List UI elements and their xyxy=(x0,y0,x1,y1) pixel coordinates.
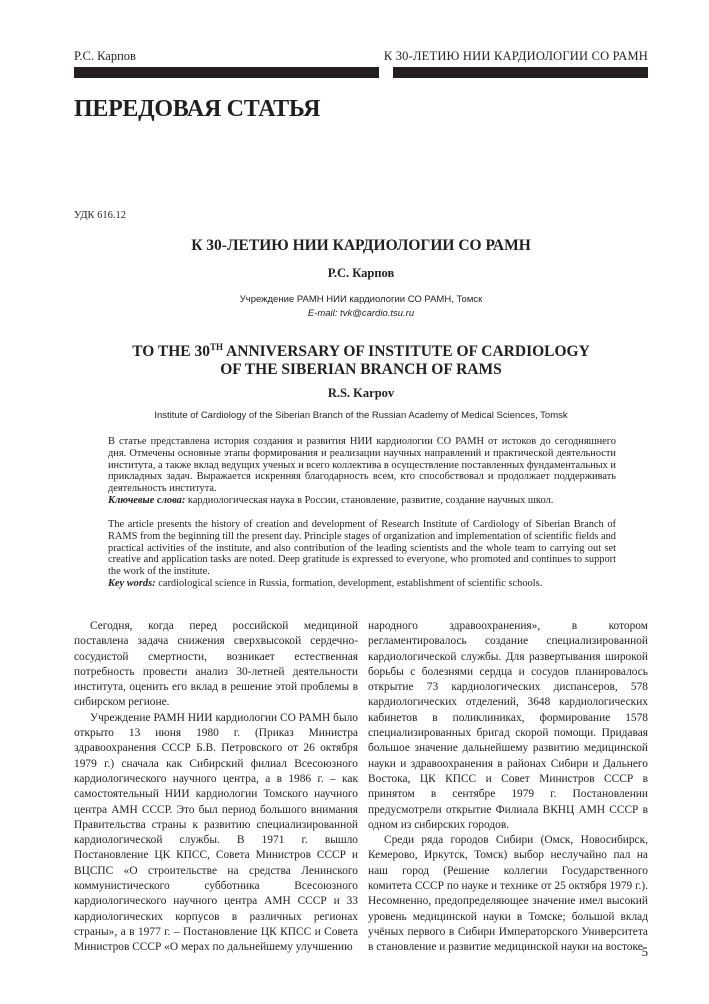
article-title-en xyxy=(74,338,648,379)
body-paragraph: Среди ряда городов Сибири (Омск, Новосибирск, Кемерово, Иркутск, Томск) выбор неслучайно пал на наш город (Решение коллегии Государственного комитета СССР по науке и технике от 25 октября 1979 г.). Несомненно, предопределяющее значение имел высокий уровень медицинской науки в Томске; большой вклад учёных первого в Сибири Императорского Университета в становление и развитие медицинской науки на востоке xyxy=(368,834,648,954)
body-paragraph: народного здравоохранения», в котором регламентировалось создание специализированной кардиологической службы. Для развертывания широкой борьбы с болезнями сердца и сосудов планировалось открытие 73 кардиологических диспансеров, 578 кардиологических отделений, 3648 кардиологических кабинетов в поликлиниках, формирование 1578 специализированных бригад скорой помощи. Придавая большое значение дальнейшему развитию медицинской науки и здравоохранения в районах Сибири и Дальнего Востока, ЦК КПСС и Совет Министров СССР в принятом в сентябре 1979 г. Постановлении предусмотрели открытие Филиала ВКНЦ АМН СССР в одном из сибирских городов. xyxy=(368,620,648,831)
section-title: ПЕРЕДОВАЯ СТАТЬЯ xyxy=(74,96,321,122)
body-paragraph: Сегодня, когда перед российской медициной поставлена задача снижения сверхвысокой сердечно-сосудистой смертности, возникает естественная потребность провести анализ 30-летней деятельности института, оценить его вклад в решение этой проблемы в сибирском регионе. xyxy=(74,620,358,709)
body-paragraph: Учреждение РАМН НИИ кардиологии СО РАМН было открыто 13 июня 1980 г. (Приказ Министра здравоохранения СССР Б.В. Петровского от 26 октября 1979 г.) сначала как Сибирский филиал Всесоюзного кардиологического научного центра, а в 1986 г. – как самостоятельный НИИ кардиологии Томского научного центра АМН СССР. Это был период большого внимания Правительства страны к развитию специализированной кардиологической службы. В 1971 г. вышло Постановление ЦК КПСС, Совета Министров СССР и ВЦСПС «О строительстве на средства Ленинского коммунистического субботника Всесоюзного кардиологического научного центра АМН СССР и 33 кардиологических корпусов в различных регионах страны», а в 1977 г. – Постановление ЦК КПСС и Совета Министров СССР «О мерах по дальнейшему улучшению xyxy=(74,711,358,954)
keywords-en-label: Key words: xyxy=(108,577,156,589)
article-title-ru: К 30-ЛЕТИЮ НИИ КАРДИОЛОГИИ СО РАМН xyxy=(191,237,531,254)
body-column-left xyxy=(74,619,358,956)
keywords-ru-label: Ключевые слова: xyxy=(108,494,186,506)
abstract-en-text: The article presents the history of creation and development of Research Institute of Cardiology of Siberian Branch of RAMS from the beginning till the present day. Principle stages of organization and implementation of scientific fields and practical activities of the institute, and also contribution of the leading scientists and the whole team to carrying out set creative and application tasks are noted. Deep gratitude is expressed to everyone, who promoted and continues to support the work of the institute. xyxy=(108,519,616,578)
affiliation-ru: Учреждение РАМН НИИ кардиологии СО РАМН, Томск xyxy=(239,294,483,305)
keywords-en xyxy=(108,578,616,590)
body-column-right xyxy=(368,619,648,956)
running-header-title: К 30-ЛЕТИЮ НИИ КАРДИОЛОГИИ СО РАМН xyxy=(383,49,648,63)
udk-code: УДК 616.12 xyxy=(74,210,127,221)
title-en-sup: TH xyxy=(210,342,224,352)
abstract-en xyxy=(108,519,616,590)
author-en: R.S. Karpov xyxy=(327,386,395,400)
title-en-line2: OF THE SIBERIAN BRANCH OF RAMS xyxy=(220,361,502,378)
abstract-ru xyxy=(108,436,616,507)
title-en-part2: ANNIVERSARY OF INSTITUTE OF CARDIOLOGY xyxy=(223,343,590,360)
email: E-mail: tvk@cardio.tsu.ru xyxy=(307,308,415,319)
header-rule-gap xyxy=(379,67,393,78)
page-number: 5 xyxy=(641,945,648,959)
abstract-ru-text: В статье представлена история создания и развития НИИ кардиологии СО РАМН от истоков до сегодняшнего дня. Отмечены основные этапы формирования и реализации научных направлений и практической деятельности института, а также вклад ведущих ученых и всего коллектива в осуществление поставленных фундаментальных и прикладных задач. Выражается искренняя благодарность всем, кто способствовал и продолжает поддерживать деятельность института. xyxy=(108,436,616,495)
title-en-part1: TO THE 30 xyxy=(132,343,211,360)
header-rule xyxy=(74,67,648,78)
keywords-ru xyxy=(108,495,616,507)
author-ru: Р.С. Карпов xyxy=(327,266,395,280)
keywords-en-text: cardiological science in Russia, formation, development, establishment of scientific schools. xyxy=(155,577,543,589)
affiliation-en: Institute of Cardiology of the Siberian Branch of the Russian Academy of Medical Sciences, Tomsk xyxy=(154,410,568,421)
running-header-author: Р.С. Карпов xyxy=(74,49,136,63)
keywords-ru-text: кардиологическая наука в России, становление, развитие, создание научных школ. xyxy=(185,494,554,506)
